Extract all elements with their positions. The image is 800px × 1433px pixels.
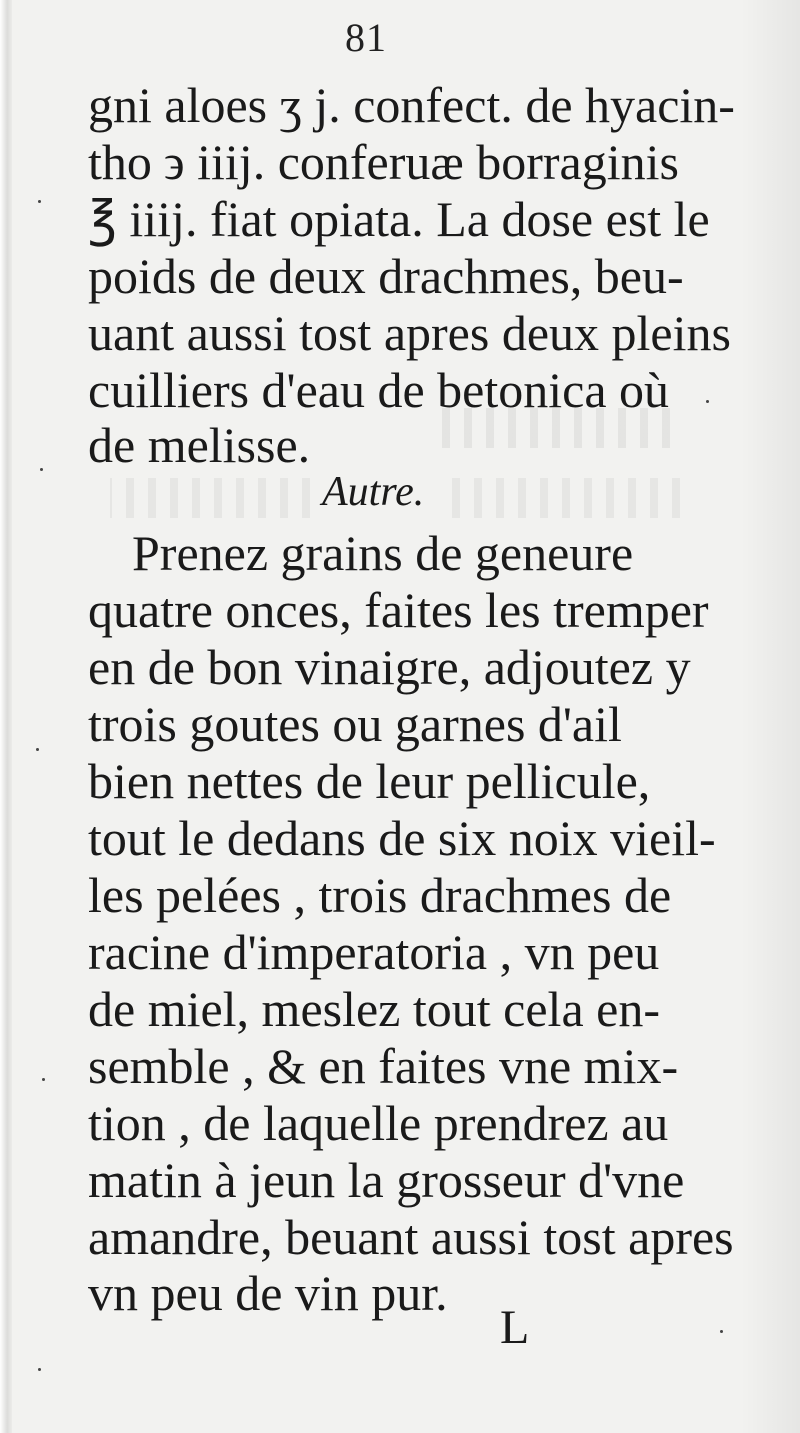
text-line: Prenez grains de geneure bbox=[132, 525, 634, 581]
text-line: matin à jeun la grosseur d'vne bbox=[88, 1152, 685, 1208]
text-line: en de bon vinaigre, adjoutez y bbox=[88, 639, 691, 695]
text-line: vn peu de vin pur. bbox=[88, 1265, 448, 1321]
text-line: les pelées , trois drachmes de bbox=[88, 867, 672, 923]
text-line: tion , de laquelle prendrez au bbox=[88, 1095, 669, 1151]
page-number: 81 bbox=[345, 15, 387, 60]
text-line: de miel, meslez tout cela en- bbox=[88, 981, 660, 1037]
paper-speck bbox=[42, 1078, 45, 1081]
section-heading: Autre. bbox=[322, 469, 425, 515]
text-line: semble , & en faites vne mix- bbox=[88, 1038, 679, 1094]
text-line: tho ϶ iiij. conferuæ borraginis bbox=[88, 134, 679, 190]
page-edge-shadow bbox=[740, 0, 800, 1433]
text-line: bien nettes de leur pellicule, bbox=[88, 753, 651, 809]
text-line: gni aloes ʒ j. confect. de hyacin- bbox=[88, 77, 735, 133]
text-line: trois goutes ou garnes d'ail bbox=[88, 696, 622, 752]
text-line: uant aussi tost apres deux pleins bbox=[88, 305, 731, 361]
paper-speck bbox=[36, 748, 39, 751]
paper-speck bbox=[720, 1330, 723, 1333]
text-line: racine d'imperatoria , vn peu bbox=[88, 924, 660, 980]
text-line: amandre, beuant aussi tost apres bbox=[88, 1209, 734, 1265]
show-through-mark bbox=[440, 478, 680, 518]
signature-mark: L bbox=[500, 1301, 530, 1354]
paper-speck bbox=[38, 1368, 41, 1371]
text-line: tout le dedans de six noix vieil- bbox=[88, 810, 716, 866]
paper-speck bbox=[38, 200, 41, 203]
text-line: poids de deux drachmes, beu- bbox=[88, 248, 684, 304]
page-gutter-edge bbox=[0, 0, 12, 1433]
text-line: ℥ iiij. fiat opiata. La dose est le bbox=[88, 191, 710, 247]
paper-speck bbox=[40, 468, 43, 471]
show-through-mark bbox=[110, 478, 310, 518]
paper-speck bbox=[706, 400, 709, 403]
text-line: de melisse. bbox=[88, 417, 311, 473]
text-line: quatre onces, faites les tremper bbox=[88, 582, 709, 638]
text-line: cuilliers d'eau de betonica où bbox=[88, 362, 670, 418]
